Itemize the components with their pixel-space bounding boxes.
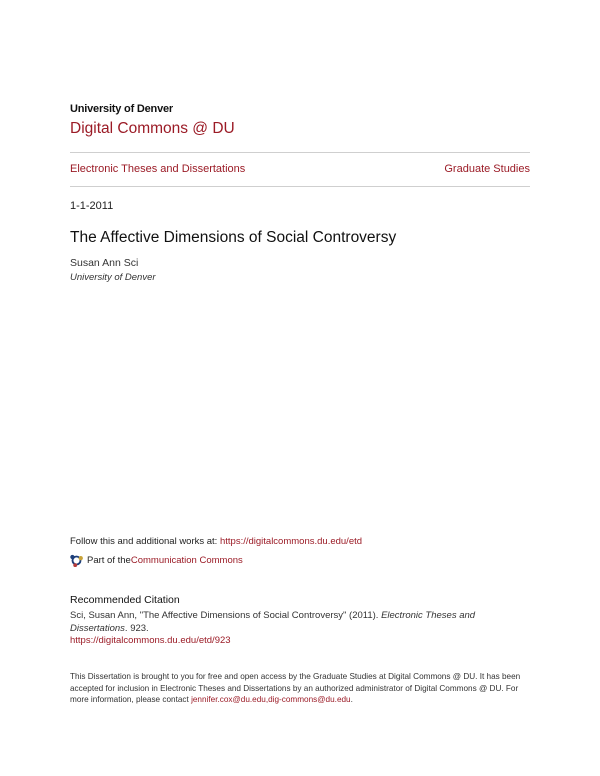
citation-series: Electronic Theses and Dissertations bbox=[70, 610, 476, 634]
department-link[interactable]: Graduate Studies bbox=[444, 163, 530, 175]
top-divider bbox=[70, 152, 530, 153]
access-statement bbox=[70, 671, 530, 706]
part-of-line bbox=[70, 554, 243, 567]
network-icon bbox=[70, 554, 83, 567]
author-name: Susan Ann Sci bbox=[70, 257, 139, 269]
citation-part-a: Sci, Susan Ann, "The Affective Dimensions of Social Controversy" (2011). bbox=[70, 610, 382, 621]
communication-commons-link[interactable]: Communication Commons bbox=[130, 555, 243, 566]
bottom-divider bbox=[70, 186, 530, 187]
statement-text: This Dissertation is brought to you for free and open access by the Graduate Studies at Digital Commons @ DU. It has been accepted for inclusion in Electronic Theses and Dissertations by an authorized administrator of Digital Commons @ DU. For more information, please contact bbox=[70, 672, 521, 704]
follow-line bbox=[70, 536, 362, 547]
citation-url-link[interactable]: https://digitalcommons.du.edu/etd/923 bbox=[70, 635, 231, 646]
document-title: The Affective Dimensions of Social Controversy bbox=[70, 229, 397, 246]
cover-page bbox=[70, 0, 530, 776]
collection-link[interactable]: Electronic Theses and Dissertations bbox=[70, 163, 246, 175]
part-of-label: Part of the bbox=[87, 555, 131, 566]
publication-date: 1-1-2011 bbox=[70, 200, 114, 212]
repository-link[interactable]: Digital Commons @ DU bbox=[70, 120, 235, 137]
statement-end: . bbox=[350, 695, 353, 704]
collection-url-link[interactable]: https://digitalcommons.du.edu/etd bbox=[219, 536, 363, 547]
follow-label: Follow this and additional works at: bbox=[70, 536, 220, 547]
contact-email-link[interactable]: jennifer.cox@du.edu,dig-commons@du.edu bbox=[191, 695, 351, 704]
author-affiliation: University of Denver bbox=[70, 272, 156, 283]
institution-name: University of Denver bbox=[70, 103, 173, 115]
citation-part-c: . 923. bbox=[124, 623, 149, 634]
citation-heading: Recommended Citation bbox=[70, 594, 180, 606]
citation-text bbox=[70, 609, 520, 635]
